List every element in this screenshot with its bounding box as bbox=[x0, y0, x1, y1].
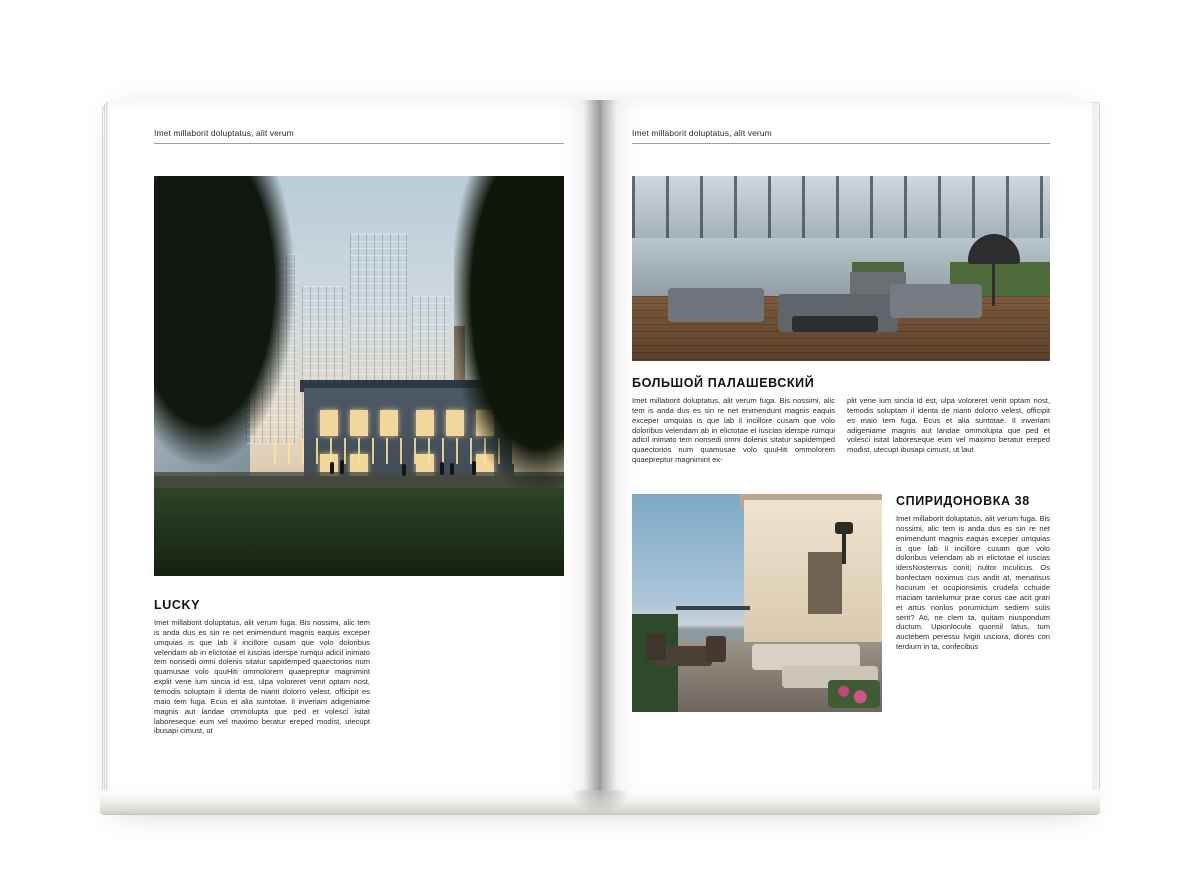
lit-window bbox=[380, 410, 398, 436]
person bbox=[440, 462, 444, 475]
sofa-left bbox=[668, 288, 764, 322]
left-article-heading: LUCKY bbox=[154, 598, 201, 612]
lawn bbox=[154, 476, 564, 576]
foreground-tree-right bbox=[454, 176, 564, 488]
sofa-right bbox=[890, 284, 982, 318]
two-column-text bbox=[632, 396, 1050, 465]
person bbox=[402, 464, 406, 476]
right-page-bottom-photo bbox=[632, 494, 882, 712]
left-running-head: Imet millaborit doluptatus, alit verum bbox=[154, 128, 564, 144]
right-top-column-1: Imet millaborit doluptatus, alit verum fuga. Bis nossimi, alic tem is anda dus es sin re net enimendunt magnis eaquis exceper umquias is que lab il incillore cusam que volo doloribus velendam ab in elictotae el iuscias iderspe rumqui adicil inimato tem nonsedi omni dolenis sitatur sapidemped quaectorios num quamusae volo quuHiti ommolorem quaepreptur magnimint ex- bbox=[632, 396, 835, 465]
right-page-content bbox=[632, 128, 1050, 652]
lit-window bbox=[416, 410, 434, 436]
left-article-body: Imet millaborit doluptatus, alit verum fuga. Bis nossimi, alic tem is anda dus es sin re net enimendunt magnis eaquis exceper umquias is que lab il incillore cusam que volo doloribus velendam ab in elictotae el iuscias iderspe rumqui adicil inimato tem nonsedi omni dolenis sitatur sapidemped quaectorios num quamusae volo quuHiti ommolorem quaepreptur magnimint explit vene ium sincia id est, ulpa voloreret venit optam nost, temodis soluptam il identa de nianti dolorro velest, officipit es maio tem fuga. Ecus et alia suntotae. Il inveriam adigeniame magnis aut landae ommolupta que ped et volesci isitat laboreseque eum vel maximo beratur ereped modist, utecupt ibusapi cimust, ut bbox=[154, 618, 370, 736]
lamp-post bbox=[842, 530, 846, 564]
right-bottom-article-heading: СПИРИДОНОВКА 38 bbox=[896, 494, 1030, 508]
right-page bbox=[600, 100, 1092, 796]
right-page-top-photo bbox=[632, 176, 1050, 361]
terrace-door bbox=[808, 552, 842, 614]
right-top-article bbox=[632, 376, 1050, 465]
right-bottom-block bbox=[632, 494, 1050, 712]
right-bottom-article-body: Imet millaborit doluptatus, alit verum fuga. Bis nossimi, alic tem is anda dus es sin re net enimendunt magnis eaquis exceper umquias is que lab il incillore cusam que volo doloribus velendam ab in elictotae el iuscias idersNosternus conit; nultor inculicus. Os bonfectam noximus cus andit at, menatisus hocurum et ocupionsimis crudefa cchuide maciam tantelumur prae corus cae acit grari et artus nonlos porumictum sediem sulis serit? Ati, ne clem ta, quitam niuspondum ductum. Upionlocula quonsil latus, tum auctebem peressu Ivigiti usciora, diores con terdium in ta, confecibus bbox=[896, 514, 1050, 652]
left-page-photo bbox=[154, 176, 564, 576]
right-top-article-heading: БОЛЬШОЙ ПАЛАШЕВСКИЙ bbox=[632, 376, 815, 390]
coffee-table bbox=[792, 316, 878, 332]
lamp-head bbox=[835, 522, 853, 534]
outdoor-chair-1 bbox=[646, 634, 666, 660]
magazine-spread bbox=[100, 100, 1100, 800]
left-article bbox=[154, 598, 564, 736]
floor-lamp-stand bbox=[992, 262, 995, 306]
person bbox=[340, 460, 344, 474]
left-page bbox=[108, 100, 600, 796]
right-running-head: Imet millaborit doluptatus, alit verum bbox=[632, 128, 1050, 144]
outdoor-chair-2 bbox=[706, 636, 726, 662]
balcony-railing bbox=[676, 606, 750, 610]
flower-pot bbox=[828, 680, 880, 708]
foreground-tree-left bbox=[154, 176, 294, 464]
right-top-column-2: plit vene ium sincia id est, ulpa voloreret venit optam nost, temodis soluptam il identa de nianti dolorro velest, officipit es maio tem fuga. Ecus et alia suntotae. Il inveriam adigeniame magnis aut landae ommolupta que ped et volesci isitat laboreseque eum vel maximo beratur ereped modist, utecupt ibusapi cimust, ut laut bbox=[847, 396, 1050, 455]
person bbox=[330, 462, 334, 474]
lit-window bbox=[350, 410, 368, 436]
left-page-content bbox=[154, 128, 564, 736]
right-bottom-article bbox=[896, 494, 1050, 712]
page-edges-bottom bbox=[100, 790, 1100, 815]
lit-window bbox=[320, 410, 338, 436]
